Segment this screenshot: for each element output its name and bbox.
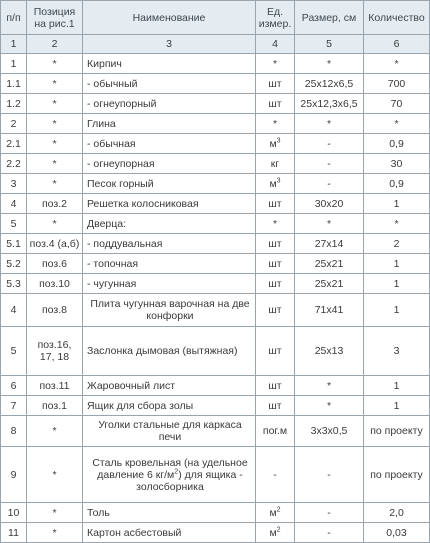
row-quantity: 1 <box>364 254 430 274</box>
row-name: - обычная <box>83 134 256 154</box>
row-quantity: * <box>364 114 430 134</box>
row-num: 4 <box>1 294 27 327</box>
row-name: Глина <box>83 114 256 134</box>
header-unit: Ед. измер. <box>256 1 295 35</box>
row-quantity: 3 <box>364 327 430 376</box>
row-num: 7 <box>1 396 27 416</box>
row-size: - <box>295 503 364 523</box>
row-position: * <box>27 114 83 134</box>
table-row <box>1 416 430 447</box>
row-size: * <box>295 114 364 134</box>
row-size: * <box>295 376 364 396</box>
column-number-row <box>1 35 430 54</box>
row-unit: шт <box>256 294 295 327</box>
row-position: * <box>27 154 83 174</box>
row-quantity: * <box>364 54 430 74</box>
row-unit: шт <box>256 194 295 214</box>
row-position: * <box>27 54 83 74</box>
row-quantity: 700 <box>364 74 430 94</box>
row-unit: * <box>256 54 295 74</box>
column-number: 1 <box>1 35 27 54</box>
row-name: Плита чугунная варочная на две конфорки <box>83 294 256 327</box>
row-num: 5.1 <box>1 234 27 254</box>
row-size: - <box>295 447 364 503</box>
row-num: 5.3 <box>1 274 27 294</box>
row-name: Жаровочный лист <box>83 376 256 396</box>
row-num: 3 <box>1 174 27 194</box>
row-position: поз.6 <box>27 254 83 274</box>
row-position: поз.1 <box>27 396 83 416</box>
row-quantity: 1 <box>364 274 430 294</box>
row-quantity: 2,0 <box>364 503 430 523</box>
row-position: поз.4 (а,б) <box>27 234 83 254</box>
row-position: * <box>27 214 83 234</box>
row-unit: пог.м <box>256 416 295 447</box>
table-row <box>1 194 430 214</box>
row-position: * <box>27 416 83 447</box>
row-unit: шт <box>256 74 295 94</box>
table-row <box>1 447 430 503</box>
row-unit: - <box>256 447 295 503</box>
row-size: 25х21 <box>295 254 364 274</box>
row-quantity: 30 <box>364 154 430 174</box>
unit-text: м <box>269 137 277 150</box>
row-num: 2.2 <box>1 154 27 174</box>
row-name: - топочная <box>83 254 256 274</box>
row-position: * <box>27 94 83 114</box>
row-quantity: 0,9 <box>364 134 430 154</box>
unit-superscript: 2 <box>276 506 281 513</box>
row-position: поз.2 <box>27 194 83 214</box>
row-quantity: 0,03 <box>364 523 430 543</box>
row-num: 5 <box>1 214 27 234</box>
header-position: Позиция на рис.1 <box>27 1 83 35</box>
row-size: * <box>295 214 364 234</box>
row-num: 6 <box>1 376 27 396</box>
row-num: 2 <box>1 114 27 134</box>
row-quantity: 1 <box>364 396 430 416</box>
row-name: - огнеупорный <box>83 94 256 114</box>
row-quantity: 1 <box>364 194 430 214</box>
row-unit: шт <box>256 376 295 396</box>
row-name-text: Сталь кровельная (на удельное давление 6 кг/м <box>92 456 248 481</box>
table-row <box>1 134 430 154</box>
unit-text: м <box>269 506 277 519</box>
table-row <box>1 274 430 294</box>
row-name: Кирпич <box>83 54 256 74</box>
row-quantity: 1 <box>364 294 430 327</box>
row-unit: шт <box>256 254 295 274</box>
row-position: * <box>27 134 83 154</box>
table-row <box>1 254 430 274</box>
header-name: Наименование <box>83 1 256 35</box>
row-num: 5.2 <box>1 254 27 274</box>
table-row <box>1 114 430 134</box>
row-unit <box>256 174 295 194</box>
row-position: * <box>27 523 83 543</box>
row-num: 4 <box>1 194 27 214</box>
column-number: 2 <box>27 35 83 54</box>
row-size: - <box>295 154 364 174</box>
row-unit: шт <box>256 234 295 254</box>
row-num: 8 <box>1 416 27 447</box>
row-position: * <box>27 74 83 94</box>
row-size: * <box>295 396 364 416</box>
table-row <box>1 154 430 174</box>
header-quantity: Количество <box>364 1 430 35</box>
row-position: поз.11 <box>27 376 83 396</box>
header-num: п/п <box>1 1 27 35</box>
row-num: 5 <box>1 327 27 376</box>
row-name: Толь <box>83 503 256 523</box>
row-size: 27х14 <box>295 234 364 254</box>
table-row <box>1 376 430 396</box>
row-unit: * <box>256 114 295 134</box>
row-name: Решетка колосниковая <box>83 194 256 214</box>
row-size: 30х20 <box>295 194 364 214</box>
row-num: 1 <box>1 54 27 74</box>
unit-superscript: 3 <box>276 137 281 144</box>
row-size: 25х12х6,5 <box>295 74 364 94</box>
row-size: - <box>295 174 364 194</box>
column-number: 3 <box>83 35 256 54</box>
row-unit: шт <box>256 327 295 376</box>
row-unit: шт <box>256 94 295 114</box>
row-quantity: 2 <box>364 234 430 254</box>
table-row <box>1 396 430 416</box>
row-position: поз.10 <box>27 274 83 294</box>
row-size: 25х21 <box>295 274 364 294</box>
table-row <box>1 54 430 74</box>
row-num: 11 <box>1 523 27 543</box>
row-num: 2.1 <box>1 134 27 154</box>
row-size: 25х13 <box>295 327 364 376</box>
table-row <box>1 294 430 327</box>
row-name: Картон асбестовый <box>83 523 256 543</box>
column-number: 4 <box>256 35 295 54</box>
unit-text: м <box>269 526 277 539</box>
row-unit <box>256 134 295 154</box>
table-row <box>1 174 430 194</box>
table-row <box>1 214 430 234</box>
row-unit: шт <box>256 396 295 416</box>
row-name-text: ) для ящика - золосборника <box>136 468 243 493</box>
row-position: * <box>27 503 83 523</box>
row-name: Ящик для сбора золы <box>83 396 256 416</box>
row-quantity: по проекту <box>364 447 430 503</box>
table-row <box>1 503 430 523</box>
column-number: 5 <box>295 35 364 54</box>
row-quantity: 70 <box>364 94 430 114</box>
header-size: Размер, см <box>295 1 364 35</box>
table-row <box>1 523 430 543</box>
row-num: 1.1 <box>1 74 27 94</box>
row-num: 10 <box>1 503 27 523</box>
row-size: - <box>295 523 364 543</box>
name-superscript: 2 <box>174 468 179 475</box>
row-unit <box>256 503 295 523</box>
table-row <box>1 74 430 94</box>
row-quantity: * <box>364 214 430 234</box>
table-row <box>1 327 430 376</box>
row-position: поз.16, 17, 18 <box>27 327 83 376</box>
row-size: * <box>295 54 364 74</box>
row-quantity: 1 <box>364 376 430 396</box>
column-number: 6 <box>364 35 430 54</box>
unit-superscript: 2 <box>276 526 281 533</box>
row-quantity: по проекту <box>364 416 430 447</box>
row-num: 1.2 <box>1 94 27 114</box>
table-row <box>1 234 430 254</box>
row-name: - поддувальная <box>83 234 256 254</box>
row-name: Песок горный <box>83 174 256 194</box>
row-size: 25х12,3х6,5 <box>295 94 364 114</box>
header-row <box>1 1 430 35</box>
row-quantity: 0,9 <box>364 174 430 194</box>
row-position: поз.8 <box>27 294 83 327</box>
row-name: Дверца: <box>83 214 256 234</box>
row-size: - <box>295 134 364 154</box>
table-row <box>1 94 430 114</box>
row-name <box>83 447 256 503</box>
unit-superscript: 3 <box>276 177 281 184</box>
row-unit: кг <box>256 154 295 174</box>
row-name: - обычный <box>83 74 256 94</box>
row-size: 3х3х0,5 <box>295 416 364 447</box>
row-unit <box>256 523 295 543</box>
unit-text: м <box>269 177 277 190</box>
row-position: * <box>27 447 83 503</box>
row-name: Уголки стальные для каркаса печи <box>83 416 256 447</box>
row-num: 9 <box>1 447 27 503</box>
row-unit: * <box>256 214 295 234</box>
row-name: - огнеупорная <box>83 154 256 174</box>
row-name: Заслонка дымовая (вытяжная) <box>83 327 256 376</box>
row-name: - чугунная <box>83 274 256 294</box>
row-unit: шт <box>256 274 295 294</box>
row-size: 71х41 <box>295 294 364 327</box>
row-position: * <box>27 174 83 194</box>
